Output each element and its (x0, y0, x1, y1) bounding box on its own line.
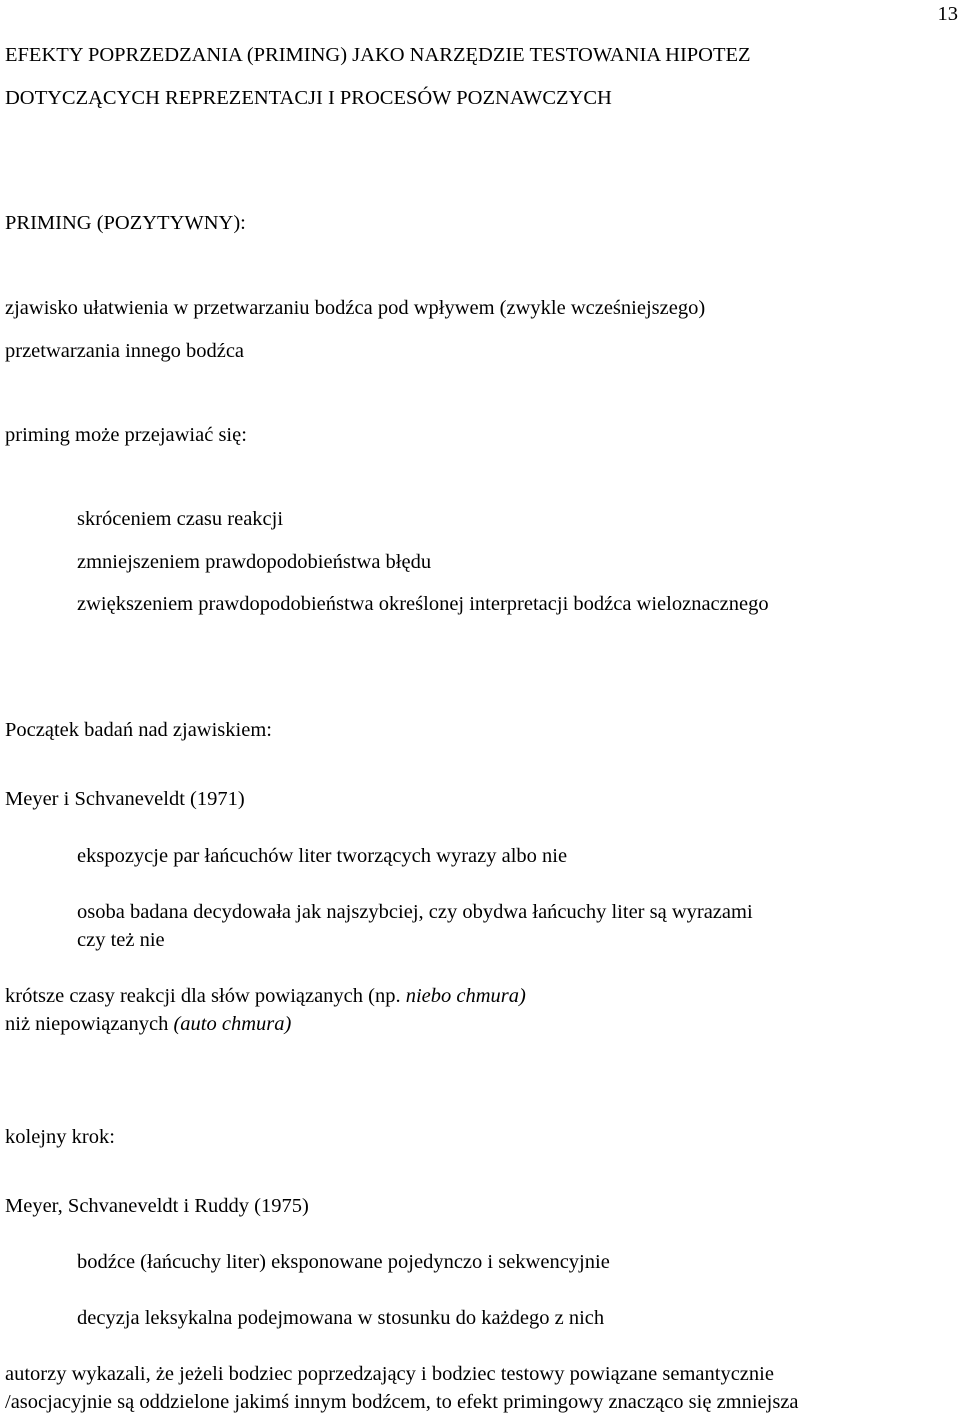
study-1-point-1: ekspozycje par łańcuchów liter tworzących wyrazy albo nie (77, 845, 568, 867)
next-step-heading: kolejny krok: (5, 1126, 115, 1148)
title-line-2: DOTYCZĄCYCH REPREZENTACJI I PROCESÓW POZNAWCZYCH (5, 87, 612, 109)
study-1-citation: Meyer i Schvaneveldt (1971) (5, 788, 245, 810)
title-line-1: EFEKTY POPRZEDZANIA (PRIMING) JAKO NARZĘDZIE TESTOWANIA HIPOTEZ (5, 44, 751, 66)
study-2-point-1: bodźce (łańcuchy liter) eksponowane pojedynczo i sekwencyjnie (77, 1251, 610, 1273)
page-number: 13 (937, 3, 958, 25)
result-text: niż niepowiązanych (5, 1013, 174, 1035)
definition-text-line-2: przetwarzania innego bodźca (5, 340, 245, 362)
result-example-related: niebo chmura) (405, 985, 526, 1007)
study-2-conclusion-line-2: /asocjacyjnie są oddzielone jakimś innym bodźcem, to efekt primingowy znacząco się zmniejsza (5, 1391, 799, 1413)
definition-heading: PRIMING (POZYTYWNY): (5, 212, 246, 234)
study-2-citation: Meyer, Schvaneveldt i Ruddy (1975) (5, 1195, 309, 1217)
manifestation-item: zwiększeniem prawdopodobieństwa określonej interpretacji bodźca wieloznacznego (77, 593, 769, 615)
study-2-point-2: decyzja leksykalna podejmowana w stosunku do każdego z nich (77, 1307, 605, 1329)
study-1-result-line-2 (5, 1012, 291, 1036)
study-1-point-2-line-1: osoba badana decydowała jak najszybciej, czy obydwa łańcuchy liter są wyrazami (77, 901, 753, 923)
study-2-conclusion-line-1: autorzy wykazali, że jeżeli bodziec poprzedzający i bodziec testowy powiązane semantycznie (5, 1363, 774, 1385)
study-1-point-2-line-2: czy też nie (77, 929, 165, 951)
history-heading: Początek badań nad zjawiskiem: (5, 719, 272, 741)
manifestation-item: zmniejszeniem prawdopodobieństwa błędu (77, 551, 432, 573)
manifestation-item: skróceniem czasu reakcji (77, 508, 284, 530)
definition-text-line-1: zjawisko ułatwienia w przetwarzaniu bodźca pod wpływem (zwykle wcześniejszego) (5, 297, 706, 319)
result-example-unrelated: (auto chmura) (173, 1013, 292, 1035)
manifestations-intro: priming może przejawiać się: (5, 424, 247, 446)
study-1-result-line-1 (5, 984, 526, 1008)
result-text: krótsze czasy reakcji dla słów powiązanych (np. (5, 985, 406, 1007)
